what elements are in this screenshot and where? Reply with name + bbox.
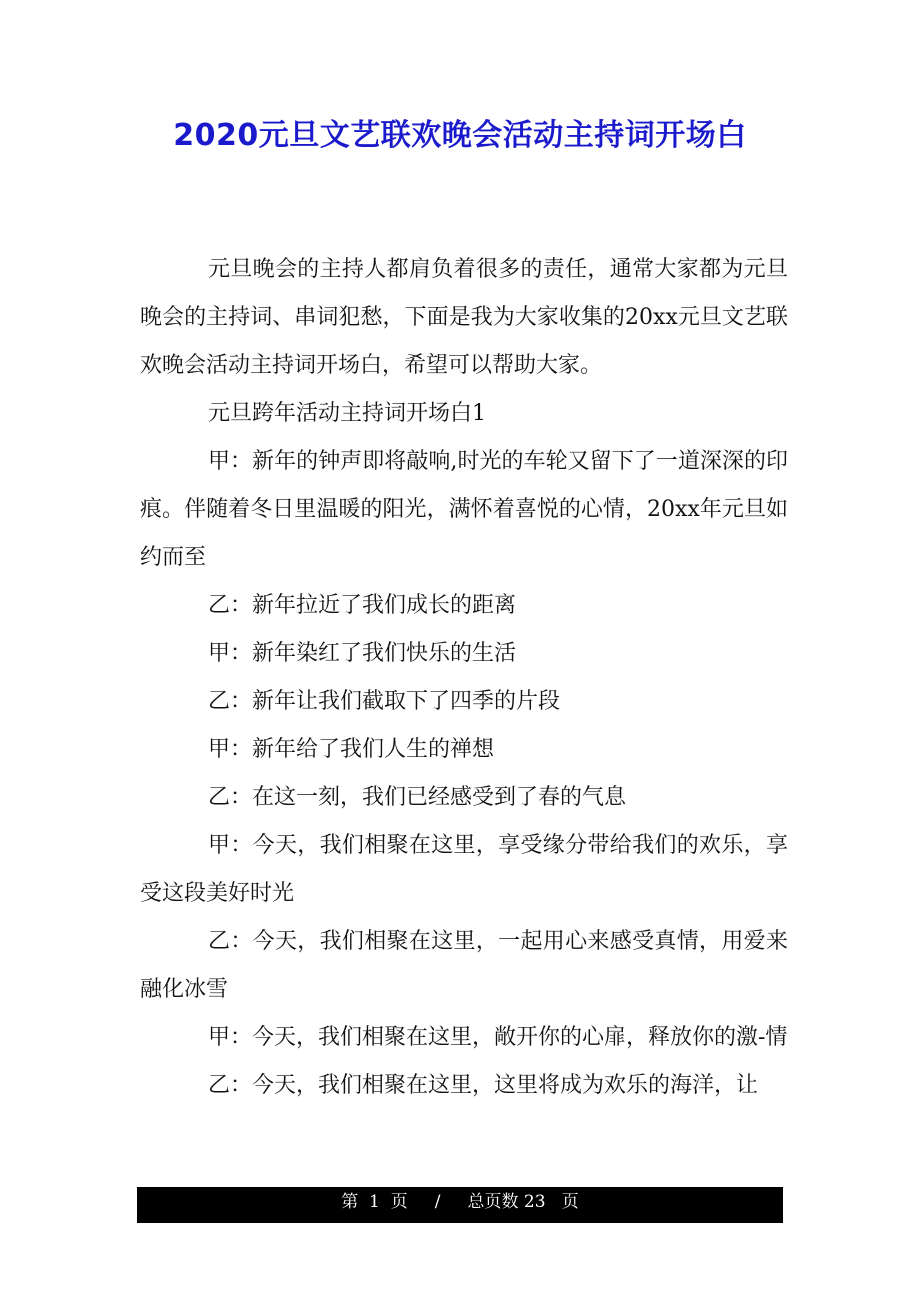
paragraph: 甲：新年的钟声即将敲响,时光的车轮又留下了一道深深的印痕。伴随着冬日里温暖的阳光，满怀着喜悦的心情，20xx年元旦如约而至 xyxy=(140,449,788,570)
total-pages-suffix: 页 xyxy=(561,1192,579,1212)
page-footer xyxy=(137,1187,783,1223)
total-pages-number: 23 xyxy=(523,1192,546,1212)
paragraph: 甲：新年给了我们人生的禅想 xyxy=(208,737,495,762)
section-heading: 元旦跨年活动主持词开场白1 xyxy=(208,401,486,426)
total-pages-label: 总页数 xyxy=(467,1192,519,1212)
paragraph: 乙：今天，我们相聚在这里，一起用心来感受真情，用爱来融化冰雪 xyxy=(140,929,788,1002)
paragraph: 甲：今天，我们相聚在这里，敞开你的心扉，释放你的激-情 xyxy=(208,1025,788,1050)
paragraph: 元旦晚会的主持人都肩负着很多的责任，通常大家都为元旦晚会的主持词、串词犯愁，下面是我为大家收集的20xx元旦文艺联欢晚会活动主持词开场白，希望可以帮助大家。 xyxy=(140,257,788,378)
page-label-prefix: 第 xyxy=(341,1192,359,1212)
paragraph: 乙：新年拉近了我们成长的距离 xyxy=(208,593,517,618)
document-body xyxy=(140,246,788,1110)
paragraph: 甲：今天，我们相聚在这里，享受缘分带给我们的欢乐，享受这段美好时光 xyxy=(140,833,788,906)
page-separator: / xyxy=(434,1192,441,1212)
paragraph: 乙：新年让我们截取下了四季的片段 xyxy=(208,689,561,714)
current-page-number: 1 xyxy=(369,1192,380,1212)
paragraph: 乙：今天，我们相聚在这里，这里将成为欢乐的海洋，让 xyxy=(208,1073,759,1098)
page-label-suffix: 页 xyxy=(390,1192,408,1212)
document-title: 2020元旦文艺联欢晚会活动主持词开场白 xyxy=(173,118,747,153)
paragraph: 甲：新年染红了我们快乐的生活 xyxy=(208,641,517,666)
paragraph: 乙：在这一刻，我们已经感受到了春的气息 xyxy=(208,785,627,810)
